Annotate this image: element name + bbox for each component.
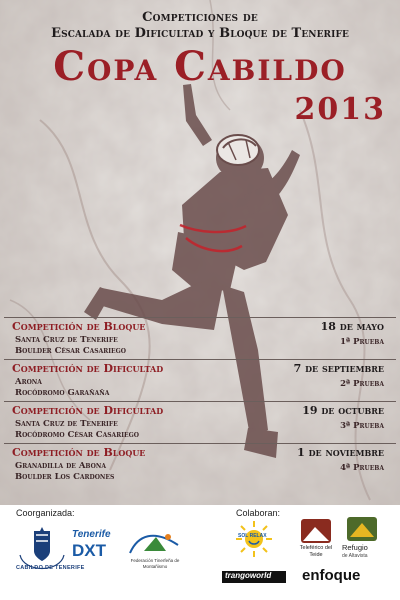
tenerife-dxt-logo — [72, 529, 122, 569]
cabildo-text: CABILDO DE TENERIFE — [16, 565, 85, 571]
divider — [4, 443, 396, 444]
refugio-logo — [340, 517, 384, 565]
year: 2013 — [294, 92, 386, 127]
sun-smile-icon — [234, 519, 274, 559]
dxt-text: DXT — [72, 541, 106, 560]
subtitle-line-1: Competiciones de — [142, 10, 258, 25]
competition-location: Santa Cruz de Tenerife — [15, 335, 118, 345]
refugio-text: Refugio — [342, 543, 368, 552]
enfoque-text: enfoque — [302, 567, 361, 584]
competition-2 — [0, 359, 400, 399]
subtitle-line-2: Escalada de Dificultad y Bloque de Tenerife — [51, 26, 349, 41]
relax-logo — [234, 519, 274, 559]
coorganized-label: Coorganizada: — [16, 508, 75, 518]
competition-3 — [0, 401, 400, 441]
mountain-icon — [124, 527, 184, 557]
main-title: Copa Cabildo — [53, 43, 347, 90]
competition-venue: Rocódromo César Casariego — [15, 430, 139, 440]
competition-1 — [0, 317, 400, 357]
competition-date: 19 de octubre — [302, 404, 384, 417]
competition-round: 2ª Prueba — [340, 379, 384, 389]
competition-location: Arona — [15, 377, 42, 387]
trangoworld-logo — [222, 571, 286, 583]
competition-name: Competición de Dificultad — [12, 362, 164, 375]
divider — [4, 359, 396, 360]
competition-location: Granadilla de Abona — [15, 461, 106, 471]
tenerife-text: Tenerife — [72, 529, 111, 540]
refuge-mountain-icon — [347, 517, 377, 541]
competition-4 — [0, 443, 400, 483]
competition-venue: Boulder César Casariego — [15, 346, 126, 356]
cabildo-shield-icon — [14, 525, 70, 581]
competition-round: 4ª Prueba — [340, 463, 384, 473]
federacion-text: Federación Tinerfeña de Montañismo — [130, 558, 180, 569]
collaborate-label: Colaboran: — [236, 508, 281, 518]
competition-name: Competición de Dificultad — [12, 404, 164, 417]
competition-location: Santa Cruz de Tenerife — [15, 419, 118, 429]
divider — [4, 317, 396, 318]
competition-date: 1 de noviembre — [297, 446, 384, 459]
relax-text: SOL RELAX — [238, 533, 267, 539]
enfoque-logo — [302, 567, 382, 587]
competition-round: 3ª Prueba — [340, 421, 384, 431]
altavista-text: de Altavista — [342, 553, 368, 559]
federacion-logo — [124, 527, 184, 577]
competition-round: 1ª Prueba — [340, 337, 384, 347]
trangoworld-text: trangoworld — [225, 571, 272, 580]
competition-date: 7 de septiembre — [293, 362, 384, 375]
competition-name: Competición de Bloque — [12, 446, 146, 459]
teleferico-logo — [296, 519, 336, 565]
volcano-icon — [301, 519, 331, 543]
teleferico-text: Teleférico del Teide — [299, 545, 333, 558]
competition-name: Competición de Bloque — [12, 320, 146, 333]
competition-date: 18 de mayo — [320, 320, 384, 333]
divider — [4, 401, 396, 402]
competition-venue: Boulder Los Cardones — [15, 472, 115, 482]
competition-venue: Rocódromo Garañaña — [15, 388, 110, 398]
cabildo-logo — [14, 525, 85, 581]
sponsors-footer — [0, 505, 400, 600]
